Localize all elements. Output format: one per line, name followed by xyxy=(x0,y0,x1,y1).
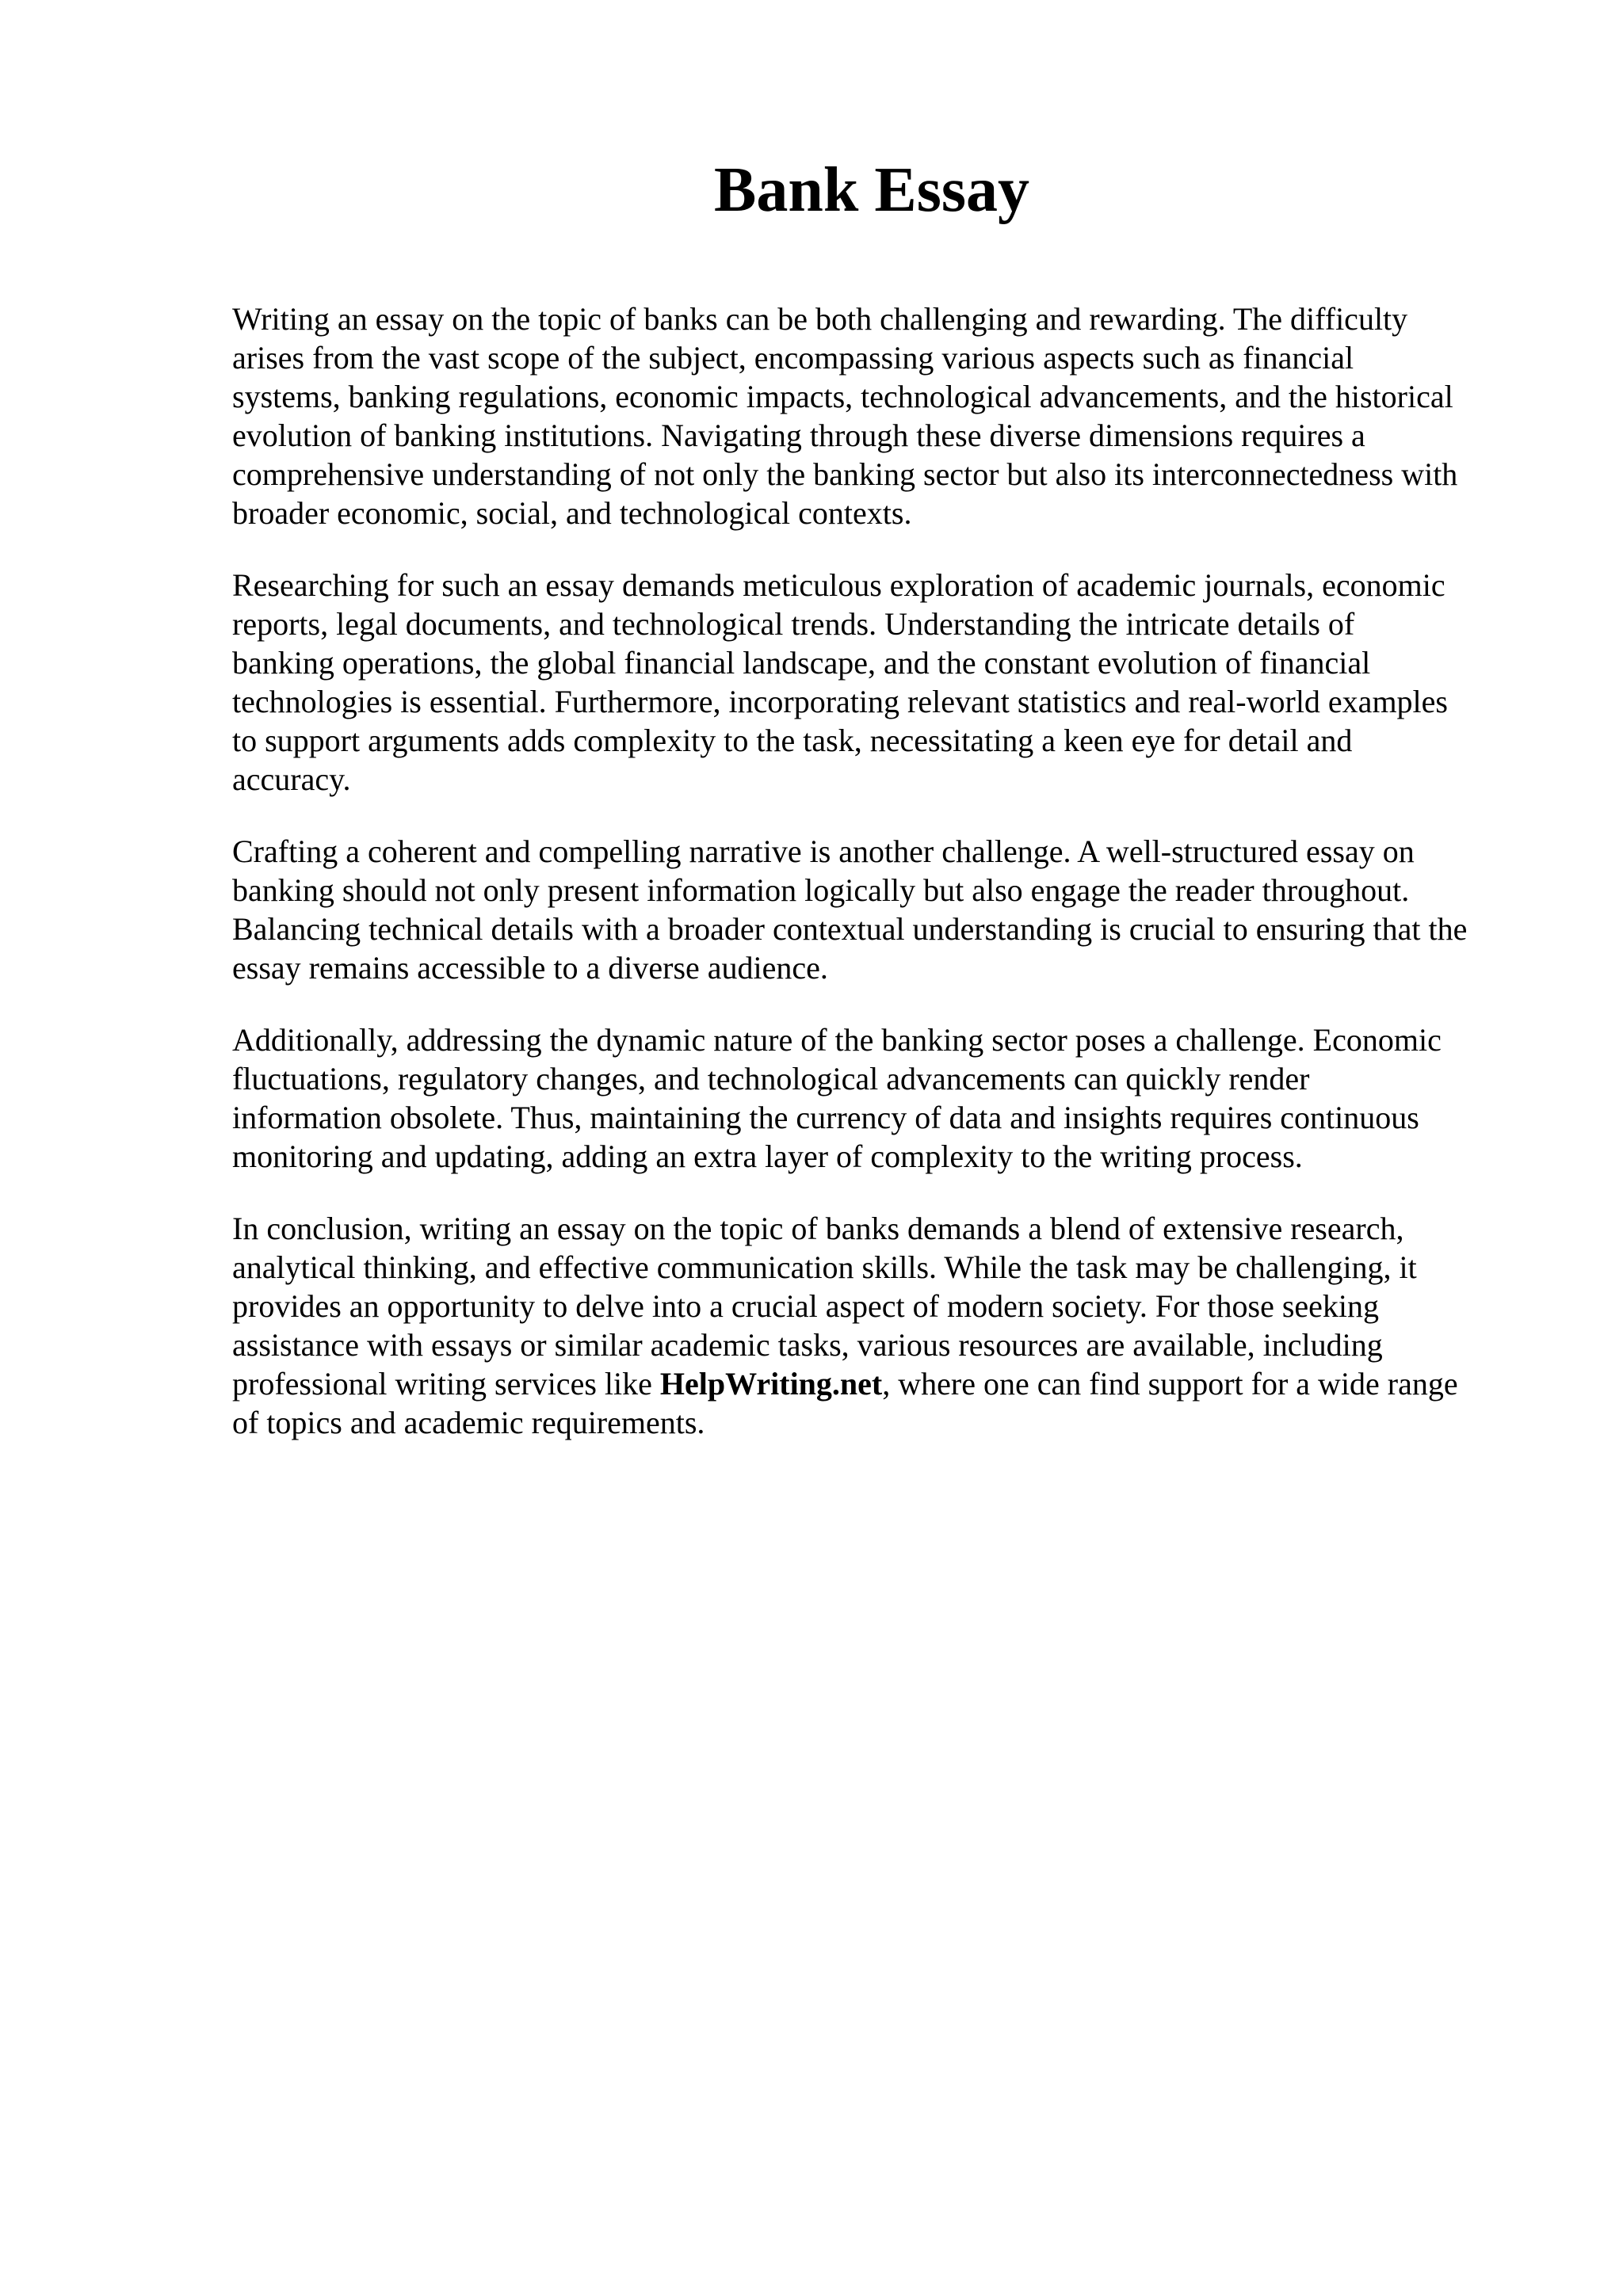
text-line: Researching for such an essay demands meticulous exploration of academic journals, economic xyxy=(232,567,1445,603)
text-line: Additionally, addressing the dynamic nature of the banking sector poses a challenge. Economic xyxy=(232,1022,1442,1058)
text-line: Writing an essay on the topic of banks can be both challenging and rewarding. The difficulty xyxy=(232,301,1408,337)
text-line: monitoring and updating, adding an extra layer of complexity to the writing process. xyxy=(232,1138,1303,1174)
text-line: evolution of banking institutions. Navigating through these diverse dimensions requires a xyxy=(232,418,1365,453)
text-line: information obsolete. Thus, maintaining the currency of data and insights requires continuous xyxy=(232,1100,1419,1135)
text-segment: , where one can find support for a wide range xyxy=(882,1366,1458,1402)
helpwriting-link[interactable]: HelpWriting.net xyxy=(659,1366,883,1402)
text-line: banking operations, the global financial landscape, and the constant evolution of financial xyxy=(232,645,1371,681)
text-line: assistance with essays or similar academic tasks, various resources are available, including xyxy=(232,1327,1383,1363)
text-line: Balancing technical details with a broader contextual understanding is crucial to ensuring that the xyxy=(232,911,1468,947)
text-line: arises from the vast scope of the subject, encompassing various aspects such as financial xyxy=(232,340,1354,376)
text-line: to support arguments adds complexity to the task, necessitating a keen eye for detail and xyxy=(232,723,1353,758)
text-line: banking should not only present information logically but also engage the reader throughout. xyxy=(232,872,1410,908)
text-line: systems, banking regulations, economic impacts, technological advancements, and the historical xyxy=(232,379,1453,414)
text-line: broader economic, social, and technological contexts. xyxy=(232,495,912,531)
text-line: of topics and academic requirements. xyxy=(232,1405,705,1440)
text-line: analytical thinking, and effective communication skills. While the task may be challenging, it xyxy=(232,1249,1417,1285)
text-line: In conclusion, writing an essay on the topic of banks demands a blend of extensive research, xyxy=(232,1211,1404,1246)
text-line: essay remains accessible to a diverse audience. xyxy=(232,950,828,986)
text-line: provides an opportunity to delve into a crucial aspect of modern society. For those seeking xyxy=(232,1288,1380,1324)
text-line: accuracy. xyxy=(232,761,351,797)
text-line: technologies is essential. Furthermore, incorporating relevant statistics and real-world examples xyxy=(232,684,1448,719)
essay-body xyxy=(232,299,1540,1475)
text-segment: professional writing services like xyxy=(232,1366,660,1402)
paragraph-4 xyxy=(232,1020,1540,1176)
text-line: comprehensive understanding of not only the banking sector but also its interconnectedness with xyxy=(232,456,1458,492)
paragraph-2 xyxy=(232,566,1540,799)
conclusion-paragraph xyxy=(232,1209,1540,1442)
text-line: fluctuations, regulatory changes, and technological advancements can quickly render xyxy=(232,1061,1310,1097)
text-line: reports, legal documents, and technological trends. Understanding the intricate details of xyxy=(232,606,1355,642)
paragraph-3 xyxy=(232,832,1540,987)
text-line: Crafting a coherent and compelling narrative is another challenge. A well-structured essay on xyxy=(232,833,1415,869)
paragraph-1 xyxy=(232,299,1540,532)
text-line-with-link xyxy=(232,1364,1540,1403)
page-title: Bank Essay xyxy=(714,155,1029,225)
